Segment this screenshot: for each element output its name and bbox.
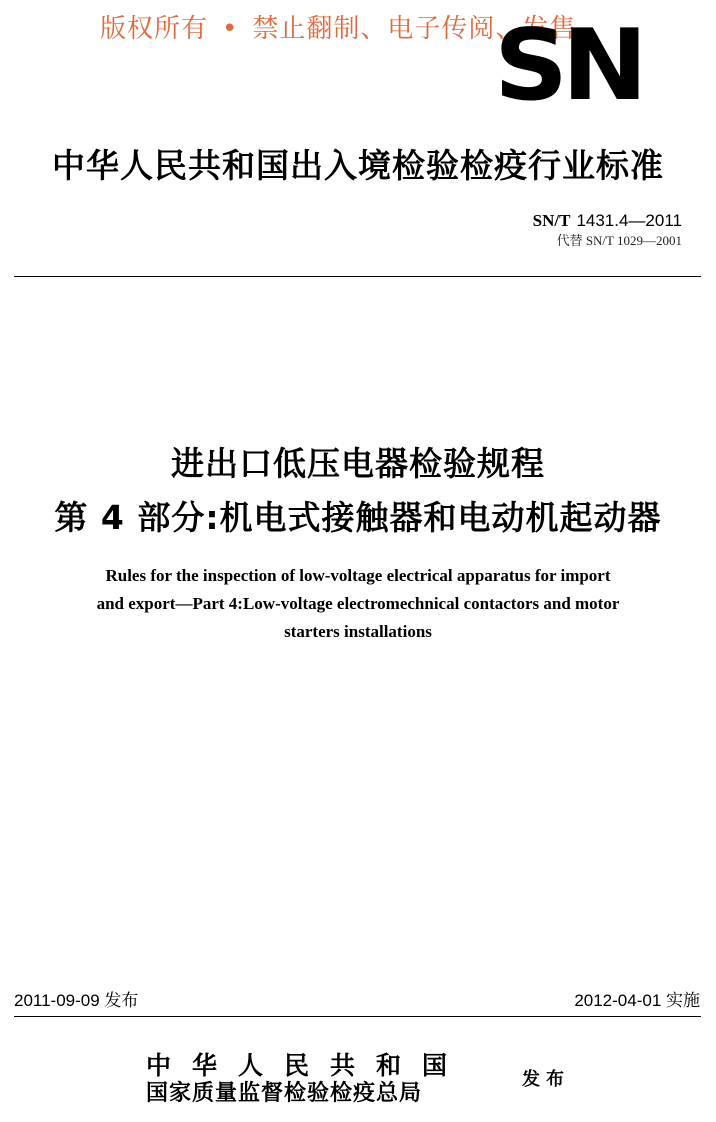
english-title-line3: starters installations [284, 622, 432, 641]
publish-label: 发布 [522, 1069, 570, 1090]
standard-category-title: 中华人民共和国出入境检验检疫行业标准 [52, 146, 664, 185]
issuer-country: 中华人民共和国 [146, 1051, 469, 1080]
issuer-agency: 国家质量监督检验检疫总局 [146, 1080, 423, 1106]
watermark-right-text: 禁止翻制、电子传阅、发售 [252, 14, 577, 44]
chinese-title-line1: 进出口低压电器检验规程 [171, 444, 545, 483]
chinese-title-line2: 第 4 部分:机电式接触器和电动机起动器 [54, 498, 662, 537]
footer-divider [14, 1016, 701, 1017]
standard-code: SN/T [532, 211, 571, 230]
standard-number [533, 211, 682, 231]
issuing-authority [146, 1052, 468, 1106]
english-title-line1: Rules for the inspection of low-voltage electrical apparatus for import [105, 566, 611, 585]
standard-number-value: 1431.4—2011 [576, 211, 682, 230]
effective-date: 2012-04-01 实施 [574, 991, 700, 1010]
issue-date: 2011-09-09 发布 [14, 991, 139, 1010]
replaces-standard: 代替 SN/T 1029—2001 [556, 233, 682, 248]
english-title-line2: and export—Part 4:Low-voltage electromechnical contactors and motor [96, 594, 620, 613]
watermark-bullet: • [222, 14, 239, 44]
header-divider [14, 276, 701, 277]
english-title [40, 562, 676, 646]
sn-logo: SN [494, 26, 642, 106]
watermark-left-text: 版权所有 [100, 14, 209, 44]
